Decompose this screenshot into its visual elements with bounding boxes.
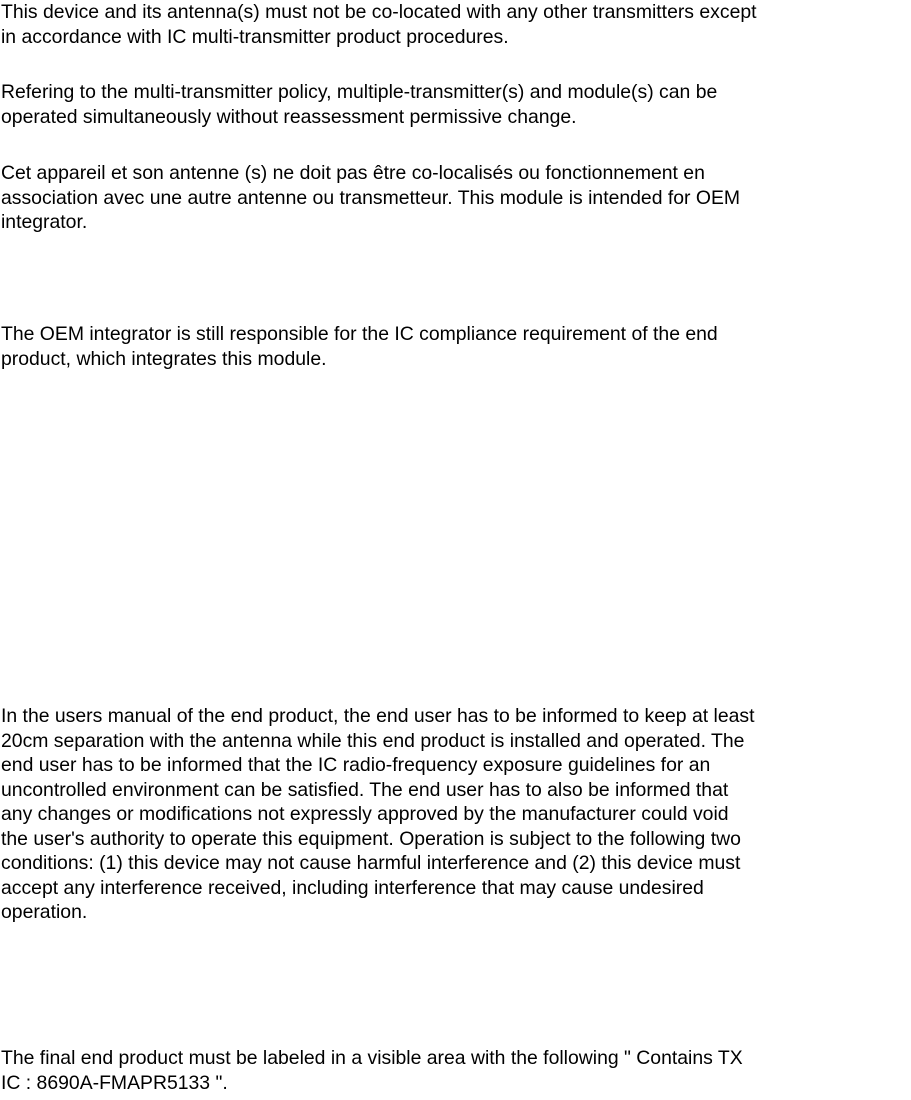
oem-responsibility-paragraph: The OEM integrator is still responsible for the IC compliance requirement of the end product, which integrates this module. <box>1 323 718 370</box>
co-location-paragraph: This device and its antenna(s) must not be co-located with any other transmitters except in accordance with IC multi-transmitter product procedures. <box>1 1 757 48</box>
multi-transmitter-policy-paragraph: Refering to the multi-transmitter policy, multiple-transmitter(s) and module(s) can be operated simultaneously without reassessment permissive change. <box>1 81 718 128</box>
labeling-paragraph: The final end product must be labeled in a visible area with the following " Contains TX IC : 8690A-FMAPR5133 ". <box>1 1047 743 1094</box>
user-manual-paragraph: In the users manual of the end product, the end user has to be informed to keep at least 20cm separation with the antenna while this end product is installed and operated. The end user has to be informed that the IC radio-frequency exposure guidelines for an uncontrolled environment can be satisfied. The end user has to also be informed that any changes or modifications not expressly approved by the manufacturer could void the user's authority to operate this equipment. Operation is subject to the following two conditions: (1) this device may not cause harmful interference and (2) this device must accept any interference received, including interference that may cause undesired operation. <box>1 705 755 923</box>
french-notice-paragraph: Cet appareil et son antenne (s) ne doit pas être co-localisés ou fonctionnement en association avec une autre antenne ou transmetteur. This module is intended for OEM integrator. <box>1 162 741 233</box>
